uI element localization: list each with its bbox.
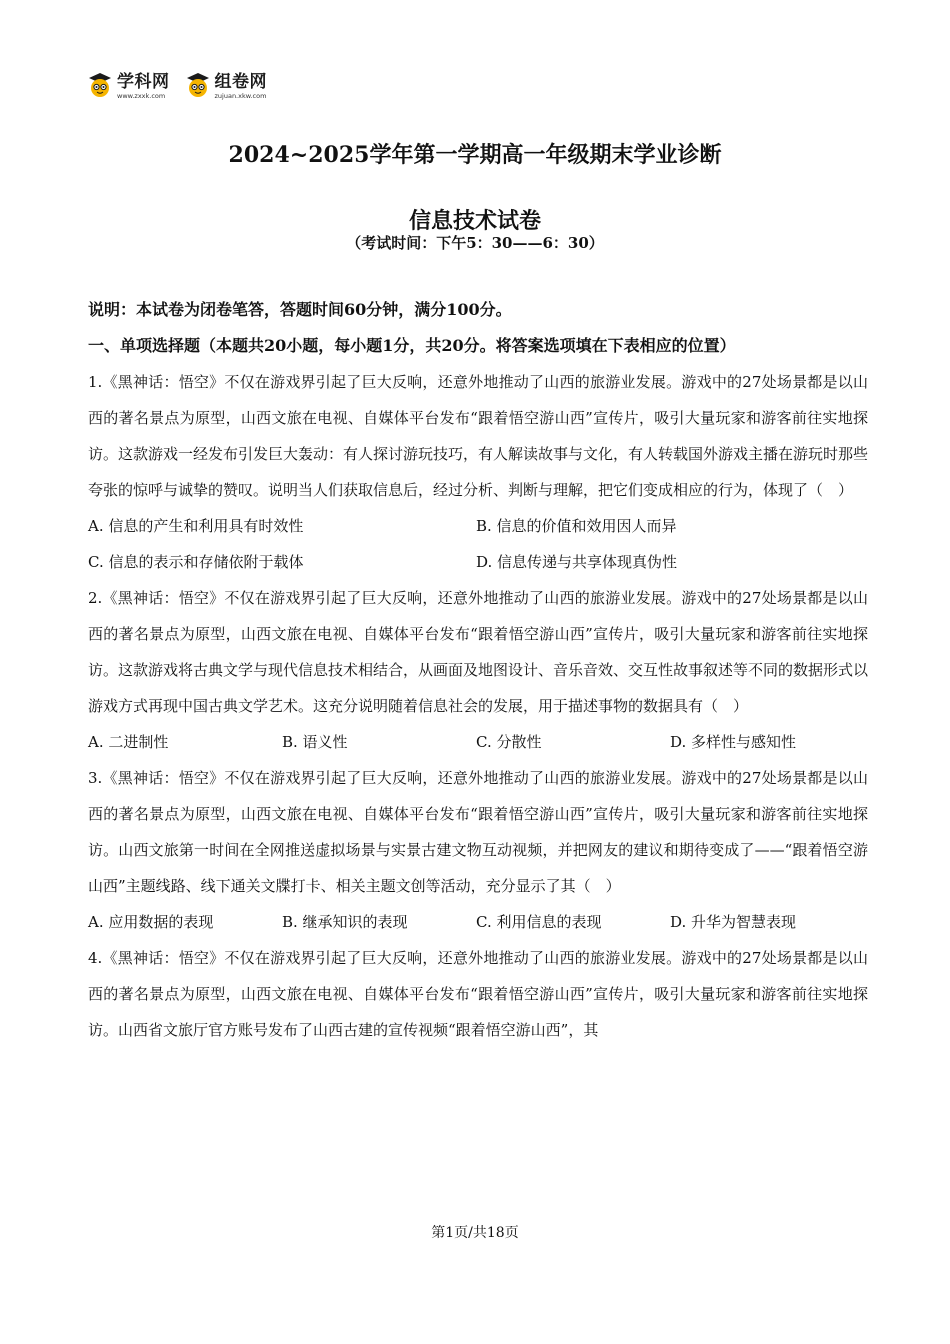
question-options (88, 508, 868, 580)
mortarboard-face-icon (184, 70, 212, 98)
logo-name: 组卷网 (214, 72, 267, 92)
exam-time: （考试时间：下午5：30——6：30） (346, 234, 604, 252)
option-c: C. 利用信息的表现 (476, 913, 602, 931)
question-text: 2.《黑神话：悟空》不仅在游戏界引起了巨大反响，还意外地推动了山西的旅游业发展。游戏中的27处场景都是以山西的著名景点为原型，山西文旅在电视、自媒体平台发布“跟着悟空游山西”宣传片，吸引大量玩家和游客前往实地探访。这款游戏将古典文学与现代信息技术相结合，从画面及地图设计、音乐音效、交互性故事叙述等不同的数据形式以游戏方式再现中国古典文学艺术。这充分说明随着信息社会的发展，用于描述事物的数据具有（ ） (88, 589, 869, 715)
instructions: 说明：本试卷为闭卷笔答，答题时间60分钟，满分100分。 (88, 300, 512, 319)
option-d: D. 多样性与感知性 (670, 733, 797, 751)
header-logos (86, 70, 267, 104)
option-c: C. 分散性 (476, 733, 542, 751)
mortarboard-face-icon (86, 70, 114, 98)
exam-subject-title: 信息技术试卷 (408, 208, 541, 234)
zujuanwang-logo (184, 70, 268, 100)
question-text: 3.《黑神话：悟空》不仅在游戏界引起了巨大反响，还意外地推动了山西的旅游业发展。游戏中的27处场景都是以山西的著名景点为原型，山西文旅在电视、自媒体平台发布“跟着悟空游山西”宣传片，吸引大量玩家和游客前往实地探访。山西文旅第一时间在全网推送虚拟场景与实景古建文物互动视频，并把网友的建议和期待变成了——“跟着悟空游山西”主题线路、线下通关文牒打卡、相关主题文创等活动，充分显示了其（ ） (88, 769, 868, 895)
option-d: D. 信息传递与共享体现真伪性 (476, 553, 678, 571)
option-a: A. 二进制性 (88, 733, 169, 751)
logo-url: www.zxxk.com (117, 92, 166, 100)
section-heading: 一、单项选择题（本题共20小题，每小题1分，共20分。将答案选项填在下表相应的位置） (88, 336, 736, 355)
question-text: 1.《黑神话：悟空》不仅在游戏界引起了巨大反响，还意外地推动了山西的旅游业发展。游戏中的27处场景都是以山西的著名景点为原型，山西文旅在电视、自媒体平台发布“跟着悟空游山西”宣传片，吸引大量玩家和游客前往实地探访。这款游戏一经发布引发巨大轰动：有人探讨游玩技巧，有人解读故事与文化，有人转载国外游戏主播在游玩时那些夸张的惊呼与诚挚的赞叹。说明当人们获取信息后，经过分析、判断与理解，把它们变成相应的行为，体现了（ ） (88, 373, 869, 499)
option-a: A. 应用数据的表现 (88, 913, 214, 931)
xuekewang-logo (86, 70, 170, 100)
option-b: B. 信息的价值和效用因人而异 (476, 517, 677, 535)
question-text: 4.《黑神话：悟空》不仅在游戏界引起了巨大反响，还意外地推动了山西的旅游业发展。游戏中的27处场景都是以山西的著名景点为原型，山西文旅在电视、自媒体平台发布“跟着悟空游山西”宣传片，吸引大量玩家和游客前往实地探访。山西省文旅厅官方账号发布了山西古建的宣传视频“跟着悟空游山西”，其 (88, 949, 868, 1039)
option-b: B. 继承知识的表现 (282, 913, 408, 931)
exam-title: 2024~2025学年第一学期高一年级期末学业诊断 (228, 142, 722, 168)
question-options (88, 724, 868, 760)
question-options (88, 904, 868, 940)
logo-name: 学科网 (117, 72, 170, 92)
option-b: B. 语义性 (282, 733, 348, 751)
option-d: D. 升华为智慧表现 (670, 913, 797, 931)
page-number: 第1页/共18页 (431, 1225, 519, 1241)
option-c: C. 信息的表示和存储依附于载体 (88, 553, 304, 571)
logo-url: zujuan.xkw.com (214, 92, 267, 100)
exam-content (88, 292, 868, 1048)
option-a: A. 信息的产生和利用具有时效性 (88, 517, 304, 535)
